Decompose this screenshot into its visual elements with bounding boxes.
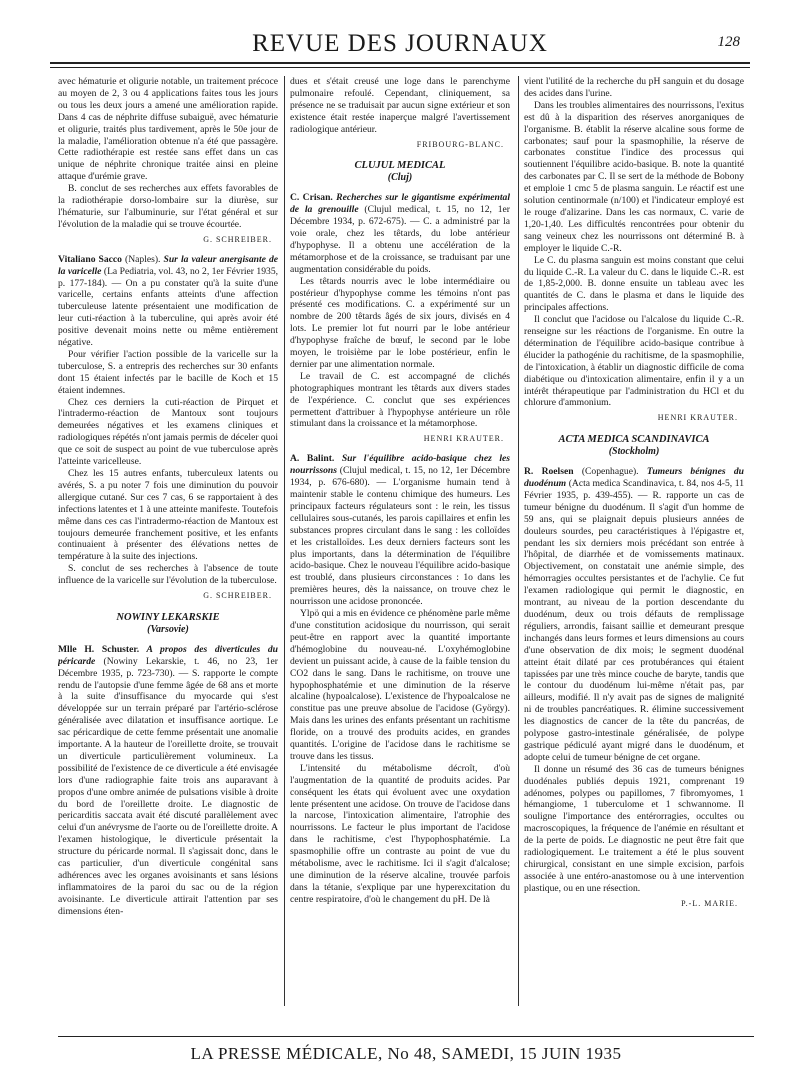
article-city: (Naples). (121, 253, 164, 265)
article-entry (58, 254, 278, 349)
paragraph: Ylpö qui a mis en évidence ce phénomène parle même d'une constitution acidosique du nourrisson, qui serait peut-être en rapport avec la quantité importante d'hémoglobine du nouveau-né. L'oxyhémoglobine devient un puissant acide, à cause de la faible tension du CO2 dans le sang. Dans le rachitisme, on trouve une hypophosphatémie et une diminution de la réserve alcaline (hypoalcalose). L'existence de l'hypoalcalose ne constitue pas une preuve absolue de l'acidose (György). Mais dans les urines des enfants présentant un rachitisme floride, on a trouvé des produits acides, en grandes quantités. L'origine de l'acidose dans le rachitisme se trouve dans les tissus. (290, 608, 510, 762)
column-divider (518, 76, 519, 1006)
journal-heading: NOWINY LEKARSKIE (116, 611, 220, 623)
page-header (50, 28, 750, 60)
paragraph: Les têtards nourris avec le lobe intermédiaire ou postérieur d'hypophyse comme les témoins n'ont pas présenté ces modifications. C. a expérimenté sur un nombre de 200 têtards âgés de six jours, divisés en 4 lots. Le premier lot fut nourri par le lobe antérieur d'hypophyse fraîche de bœuf, le second par le lobe moyen, le troisième par le lobe postérieur, enfin le dernier par une alimentation normale. (290, 275, 510, 370)
article-title: Tumeurs bénignes du duodénum (524, 466, 744, 489)
paragraph: Il donne un résumé des 36 cas de tumeurs bénignes duodénales publiés depuis 1921, comprenant 19 adénomes, polypes ou papillomes, 7 fibromyomes, 1 hémangiome, 1 tuberculome et 1 schwannome. Il souligne l'importance des entérorragies, occultes ou macroscopiques, la fréquence de l'anémie en résultant et de la perte de poids. Le diagnostic ne peut être fait que radiologiquement. Le traitement a été le plus souvent chirurgical, consistant en une simple excision, parfois associée à une entéro-anastomose ou à une intervention plastique, ou en une résection. (524, 763, 744, 894)
paragraph: Chez les 15 autres enfants, tuberculeux latents ou avérés, S. a pu noter 7 fois une diminution du pouvoir allergique cutané. Sur ces 7 cas, 6 se rapportaient à des infections latentes et 1 à une atteinte manifeste. Toutefois même dans ces cas l'intradermo-réaction de Mantoux est toujours demeurée franchement positive, et les enfants continuaient à présenter des élévations nettes de température à la suite des injections. (58, 468, 278, 563)
paragraph: Pour vérifier l'action possible de la varicelle sur la tuberculose, S. a entrepris des recherches sur 30 enfants dont 15 étaient infectés par le bacille de Koch et 15 étaient indemnes. (58, 348, 278, 396)
page-number: 128 (717, 34, 740, 50)
paragraph: Il conclut que l'acidose ou l'alcalose du liquide C.-R. renseigne sur les réactions de l'organisme. En outre la détermination de l'équilibre acido-basique contribue à élucider la pathogénie du rachitisme, de la spasmophilie, de l'intoxication, à établir un diagnostic difficile de coma diabétique ou d'intoxication alimentaire, enfin il y a un intérêt thérapeutique par l'administration du HCl et du chlorure d'ammonium. (524, 314, 744, 409)
article-entry (290, 453, 510, 608)
author-signature: G. SCHREIBER. (203, 234, 272, 244)
header-rule-thin (50, 67, 750, 68)
author-signature: HENRI KRAUTER. (657, 413, 738, 423)
article-body: (La Pediatria, vol. 43, no 2, 1er Février 1935, p. 177-184). — On a pu constater qu'à la suite d'une varicelle, certains enfants atteints d'une affection tuberculeuse latente présentaient une modification de leur cuti-réaction à la tuberculine, qui après avoir été positive devenait moins nette ou même entièrement négative. (58, 265, 278, 349)
footer-rule (58, 1036, 754, 1037)
journal-section-title: REVUE DES JOURNAUX (252, 30, 548, 57)
article-body: (Clujul medical, t. 15, no 12, 1er Décembre 1934, p. 672-675). — C. a administré par la voie orale, chez les têtards, du lobe antérieur d'hypophyse. Il a obtenu une accélération de la métamorphose et de la croissance, se traduisant par une augmentation considérable du poids. (290, 204, 510, 275)
paragraph: Dans les troubles alimentaires des nourrissons, l'exitus est dû à la disparition des réserves anorganiques de l'organisme. B. établit la réserve alcaline sous forme de carbonates; sauf pour la spasmophilie, la réserve de carbonates constitue l'indice des processus qui soutiennent l'équilibre acido-basique. B. note la quantité des carbonates par C. Il se sert de la méthode de Bobony et emploie 1 cmc 5 de plasma sanguin. Le réactif est une solution centinormale (n/100) et l'indicateur employé est le rouge d'alizarine. Dans les cas normaux, C. varie de 1,20-1,40. Les difficultés rencontrées pour obtenir du sang veineux chez les nourrissons ont déterminé B. à employer le liquide C.-R. (524, 99, 744, 254)
paragraph: S. conclut de ses recherches à l'absence de toute influence de la varicelle sur l'évolution de la tuberculose. (58, 563, 278, 587)
journal-city: (Cluj) (387, 172, 413, 184)
header-rule-thick (50, 62, 750, 64)
paragraph: dues et s'était creusé une loge dans le parenchyme pulmonaire refoulé. Cependant, cliniquement, sa présence ne se traduisait par aucun signe extérieur et son existence était restée inaperçue malgré l'avertissement radiologique antérieur. (290, 76, 510, 135)
column-2 (290, 76, 510, 1016)
article-body: (Clujul medical, t. 15, no 12, 1er Décembre 1934, p. 676-680). — L'organisme humain tend à maintenir stable le contenu chimique des humeurs. Les principaux facteurs régulateurs sont : le rein, les tissus cellulaires sous-cutanés, les parois capillaires et enfin les substances propres circulant dans le sang : les colloïdes et les cristalloïdes. Les deux derniers facteurs sont les plus importants, dans la détermination de l'équilibre acido-basique. Chez le nouveau l'équilibre acido-basique est troublé, dans plusieurs circonstances : 1o dans les premières heures, dès la naissance, on trouve chez le nourrisson une acidose prononcée. (290, 465, 510, 608)
journal-heading: ACTA MEDICA SCANDINAVICA (558, 434, 710, 446)
issue-line: LA PRESSE MÉDICALE, No 48, SAMEDI, 15 JUIN 1935 (190, 1044, 622, 1063)
column-3 (524, 76, 744, 1016)
article-author: A. Balint. (290, 453, 335, 465)
article-title: Sur la valeur anergisante de la varicelle (58, 253, 278, 277)
article-title: Sur l'équilibre acido-basique chez les nourrissons (290, 453, 510, 477)
author-signature: G. SCHREIBER. (203, 591, 272, 601)
article-body: (Nowiny Lekarskie, t. 46, no 23, 1er Décembre 1935, p. 723-730). — S. rapporte le compte rendu de l'autopsie d'une femme âgée de 68 ans et morte à la suite d'insuffisance du myocarde qui s'est développée sur un terrain préparé par l'artério-sclérose généralisée avec dilatation et insuffisance aortique. Le sac péricardique de cette femme présentait une anomalie importante. A la hauteur de l'oreillette droite, se trouvait un diverticule particulièrement volumineux. La possibilité de l'existence de ce diverticule a été envisagée lors d'une radiographie faite trois ans auparavant à propos d'une ombre animée de pulsations visible à droite du bord de l'oreillette droite. Le diagnostic de pericarditis saccata avait été discuté parallèlement avec celui d'un anévrysme de l'aorte ou de l'oreillette droite. A l'examen histologique, le diverticule présentait la structure du péricarde normal. Il s'agissait donc, dans le cas particulier, d'un diverticule congénital sans adhérences avec les organes avoisinants et sans lésions inflammatoires de la paroi du sac ou de la région avoisinante. Le diverticule attirait l'attention par ses dimensions éten- (58, 655, 278, 917)
article-entry (290, 192, 510, 275)
article-entry (58, 644, 278, 918)
article-author: Mlle H. Schuster. (58, 643, 140, 655)
paragraph: B. conclut de ses recherches aux effets favorables de la radiothérapie dorso-lombaire sur la diurèse, sur l'hématurie, sur l'albuminurie, sur l'état général et sur l'évolution de la maladie qui se trouve écourtée. (58, 183, 278, 230)
journal-city: (Stockholm) (608, 446, 660, 458)
article-title: A propos des diverticules du péricarde (58, 643, 278, 667)
page-footer (58, 1036, 754, 1066)
article-title: Recherches sur le gigantisme expérimental de la grenouille (290, 192, 510, 216)
paragraph: Chez ces derniers la cuti-réaction de Pirquet et l'intradermo-réaction de Mantoux sont toujours demeurées négatives et les examens cliniques et radiologiques répétés n'ont jamais permis de déceler quoi que ce soit de suspect au point de vue tuberculose après l'atteinte varicelleuse. (58, 396, 278, 468)
column-1 (58, 76, 278, 1016)
paragraph: Le C. du plasma sanguin est moins constant que celui du liquide C.-R. La valeur du C. dans le liquide C.-R. est de 1,85-2,000. B. donne ensuite un tableau avec les quantités de C. dans le plasma et dans le liquide des principales affections. (524, 254, 744, 314)
paragraph: L'intensité du métabolisme décroît, d'où l'augmentation de la quantité de produits acides. Par conséquent les états qui évoluent avec une oxydation lente présentent une acidose. On trouve de l'acidose dans la narcose, l'intoxication alimentaire, l'atrophie des nourrissons. Le facteur le plus important de l'acidose dans le rachitisme, c'est l'hypophosphatémie. La spasmophilie offre un contraste au point de vue du métabolisme, avec le rachitisme. Ici il s'agit d'alcalose; une diminution de la réserve alcaline, trouvée parfois dans la tétanie, s'explique par une hyperexcitation du centre respiratoire, d'où le changement du pH. De là (290, 762, 510, 905)
article-author: C. Crisan. (290, 192, 333, 204)
author-signature: HENRI KRAUTER. (423, 434, 504, 444)
article-author: Vitaliano Sacco (58, 253, 122, 265)
article-city: (Copenhague). (573, 466, 647, 478)
article-columns (58, 76, 754, 1016)
paragraph: vient l'utilité de la recherche du pH sanguin et du dosage des acides dans l'urine. (524, 76, 744, 99)
paragraph: Le travail de C. est accompagné de clichés photographiques montrant les têtards aux divers stades de l'expérience. C. conclut que ses expériences permettent d'attribuer à l'hypophyse antérieure un rôle stimulant dans la croissance et la métamorphose. (290, 370, 510, 430)
paragraph: avec hématurie et oligurie notable, un traitement précoce au moyen de 2, 3 ou 4 applications faites tous les jours ou tous les deux jours a amené une amélioration rapide. Dans 4 cas de néphrite diffuse subaiguë, avec hématurie et oligurie, traités plus tardivement, après le 50e jour de la maladie, l'amélioration obtenue n'a été que passagère. Cette radiothérapie est restée sans effet dans un cas unique de néphrite chronique traitée ainsi en pleine attaque d'urémie grave. (58, 76, 278, 183)
journal-heading: CLUJUL MEDICAL (354, 160, 446, 172)
column-divider (284, 76, 285, 1006)
article-body: (Acta medica Scandinavica, t. 84, nos 4-5, 11 Février 1935, p. 439-455). — R. rapporte un cas de tumeur bénigne du duodénum. Il s'agit d'un homme de 59 ans, qui se plaignait depuis plusieurs années de douleurs sourdes, peu caractéristiques à l'épigastre et, pendant les six derniers mois précédant son entrée à l'hôpital, de diarrhée et de vomissements matinaux. Objectivement, on constatait une anémie simple, des hémorragies occultes persistantes et de l'achylie. Ce fut l'examen radiologique qui permit le diagnostic, en montrant, au niveau de la portion descendante du duodénum, deux ou trois défauts de remplissage réguliers, arrondis, faisant saillie et demeurant presque inchangés dans leurs formes et leurs dimensions au cours d'une observation de dix mois; le segment duodénal atteint était dilaté par ces protubérances qui étaient tapissées par une très mince couche de baryte, tandis que le contour du duodénum lui-même n'était pas, par ailleurs, modifié. Il n'y avait pas de signes de malignité ni de troubles pancréatiques. R. élimine successivement les diagnostics de cancer de la tête du pancréas, de polypose gastro-intestinale généralisée, de polype gastrique pédiculé ayant migré dans le duodénum, et adopte celui de tumeur bénigne de cet organe. (524, 478, 744, 763)
author-signature: P.-L. MARIE. (681, 898, 738, 908)
journal-city: (Varsovie) (147, 623, 189, 635)
article-entry (524, 466, 744, 764)
article-author: R. Roelsen (524, 466, 574, 478)
author-signature: FRIBOURG-BLANC. (416, 139, 504, 149)
